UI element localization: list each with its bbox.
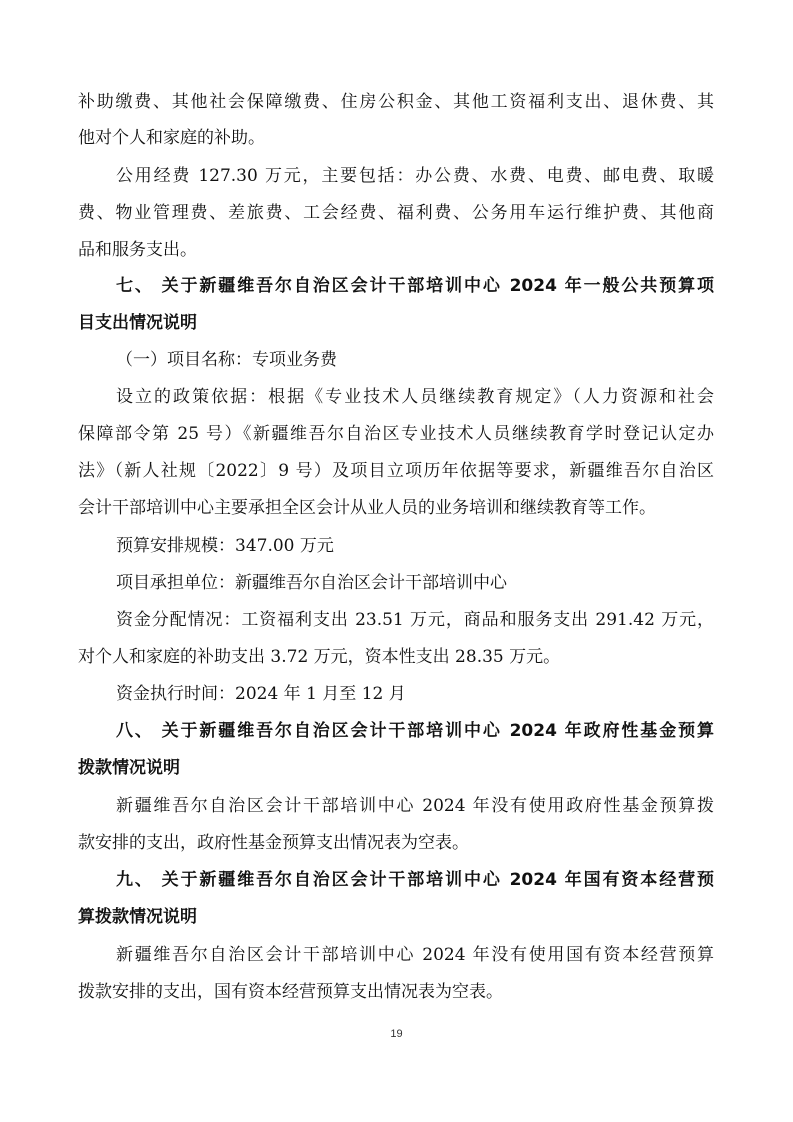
section-heading-8: 八、 关于新疆维吾尔自治区会计干部培训中心 2024 年政府性基金预算 (116, 721, 714, 741)
body-line: 会计干部培训中心主要承担全区会计从业人员的业务培训和继续教育等工作。 (78, 498, 656, 518)
body-line: 拨款安排的支出，国有资本经营预算支出情况表为空表。 (78, 982, 503, 1002)
section-heading-7-cont: 目支出情况说明 (78, 313, 197, 333)
body-line: 保障部令第 25 号）《新疆维吾尔自治区专业技术人员继续教育学时登记认定办 (78, 424, 714, 444)
body-line: 新疆维吾尔自治区会计干部培训中心 2024 年没有使用国有资本经营预算 (116, 945, 714, 965)
fund-allocation-cont: 对个人和家庭的补助支出 3.72 万元，资本性支出 28.35 万元。 (78, 647, 561, 667)
execution-time: 资金执行时间：2024 年 1 月至 12 月 (116, 684, 406, 704)
body-line: 品和服务支出。 (78, 240, 197, 260)
body-line: 设立的政策依据：根据《专业技术人员继续教育规定》（人力资源和社会 (116, 387, 714, 407)
body-line: 法》（新人社规〔2022〕9 号）及项目立项历年依据等要求，新疆维吾尔自治区 (78, 461, 714, 481)
section-heading-7: 七、 关于新疆维吾尔自治区会计干部培训中心 2024 年一般公共预算项 (116, 276, 714, 296)
fund-allocation: 资金分配情况：工资福利支出 23.51 万元，商品和服务支出 291.42 万元， (116, 610, 714, 630)
page-number: 19 (390, 1028, 403, 1040)
body-line: 新疆维吾尔自治区会计干部培训中心 2024 年没有使用政府性基金预算拨 (116, 796, 714, 816)
budget-scale: 预算安排规模：347.00 万元 (116, 536, 334, 556)
project-unit: 项目承担单位：新疆维吾尔自治区会计干部培训中心 (116, 573, 507, 593)
body-line: 他对个人和家庭的补助。 (78, 128, 265, 148)
section-heading-9: 九、 关于新疆维吾尔自治区会计干部培训中心 2024 年国有资本经营预 (116, 870, 714, 890)
section-heading-8-cont: 拨款情况说明 (78, 758, 180, 778)
body-line: 款安排的支出，政府性基金预算支出情况表为空表。 (78, 833, 469, 853)
section-heading-9-cont: 算拨款情况说明 (78, 907, 197, 927)
body-line: 公用经费 127.30 万元，主要包括：办公费、水费、电费、邮电费、取暖 (116, 166, 714, 186)
body-line: 补助缴费、其他社会保障缴费、住房公积金、其他工资福利支出、退休费、其 (78, 92, 714, 112)
body-line: 费、物业管理费、差旅费、工会经费、福利费、公务用车运行维护费、其他商 (78, 203, 714, 223)
item-title: （一）项目名称：专项业务费 (116, 350, 337, 370)
